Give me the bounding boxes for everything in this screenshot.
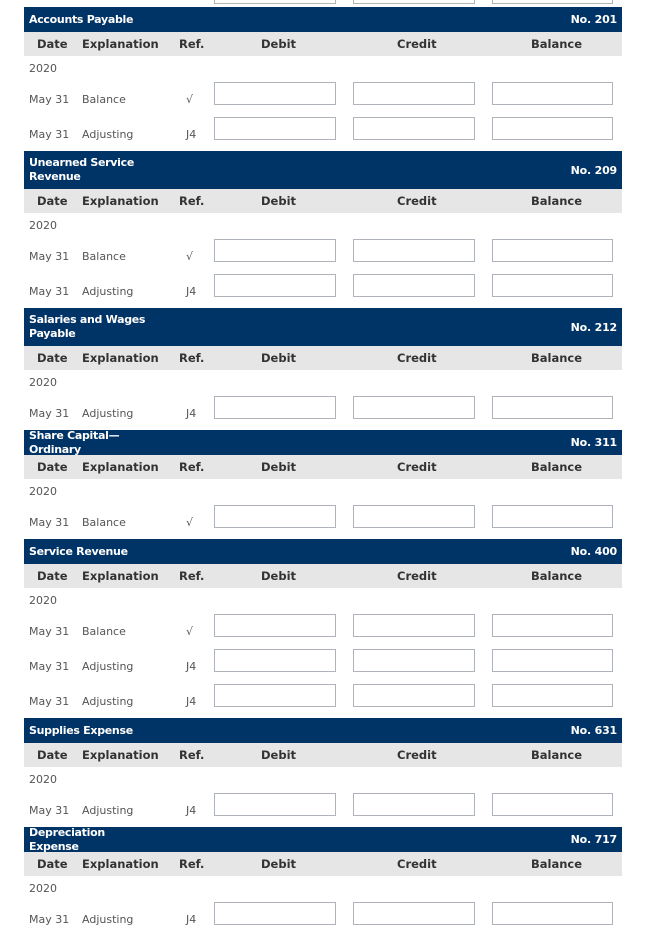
- column-header-row: [24, 346, 622, 370]
- column-header-credit: Credit: [397, 748, 437, 762]
- ledger-entry-row: [24, 116, 622, 151]
- credit-input[interactable]: [353, 684, 475, 707]
- account-name: Depreciation Expense: [29, 825, 105, 853]
- entry-ref: J4: [186, 128, 197, 141]
- column-header-balance: Balance: [531, 460, 583, 474]
- balance-input[interactable]: [492, 274, 613, 297]
- account-name: Salaries and Wages Payable: [29, 313, 146, 340]
- entry-ref: √: [186, 250, 194, 263]
- debit-input[interactable]: [214, 396, 336, 419]
- account-header: [24, 151, 622, 189]
- previous-row-stub: [24, 0, 622, 7]
- column-header-date: Date: [37, 460, 68, 474]
- entry-date: May 31: [29, 695, 70, 708]
- column-header-ref: Ref.: [179, 194, 205, 208]
- column-header-row: [24, 743, 622, 767]
- account-header: [24, 7, 622, 32]
- year-label: 2020: [29, 882, 57, 895]
- credit-input[interactable]: [353, 614, 475, 637]
- account-number: No. 717: [570, 833, 617, 846]
- entry-explanation: Adjusting: [82, 913, 134, 926]
- credit-input[interactable]: [353, 117, 475, 140]
- entry-date: May 31: [29, 804, 70, 817]
- credit-input[interactable]: [353, 396, 475, 419]
- entry-explanation: Adjusting: [82, 695, 134, 708]
- debit-input[interactable]: [214, 505, 336, 528]
- column-header-date: Date: [37, 351, 68, 365]
- account-name: Supplies Expense: [29, 723, 133, 737]
- account-header: [24, 430, 622, 455]
- column-header-row: [24, 189, 622, 213]
- entry-explanation: Balance: [82, 516, 126, 529]
- account-name: Service Revenue: [29, 544, 128, 558]
- column-header-date: Date: [37, 37, 68, 51]
- entry-date: May 31: [29, 516, 70, 529]
- entry-ref: J4: [186, 804, 197, 817]
- balance-input[interactable]: [492, 684, 613, 707]
- column-header-debit: Debit: [261, 460, 297, 474]
- account-header: [24, 308, 622, 346]
- column-header-balance: Balance: [531, 351, 583, 365]
- entry-explanation: Balance: [82, 250, 126, 263]
- column-header-debit: Debit: [261, 351, 297, 365]
- ledger-entry-row: [24, 395, 622, 430]
- account-header: [24, 539, 622, 564]
- account-number: No. 209: [570, 163, 617, 177]
- account-name: Unearned Service Revenue: [29, 156, 134, 183]
- credit-input[interactable]: [353, 649, 475, 672]
- year-label: 2020: [29, 594, 57, 607]
- year-label: 2020: [29, 376, 57, 389]
- column-header-row: [24, 852, 622, 876]
- credit-input[interactable]: [353, 274, 475, 297]
- year-row: [24, 876, 622, 901]
- column-header-credit: Credit: [397, 351, 437, 365]
- debit-input[interactable]: [214, 649, 336, 672]
- column-header-explanation: Explanation: [82, 748, 159, 762]
- column-header-balance: Balance: [531, 857, 583, 871]
- account-number: No. 201: [570, 13, 617, 26]
- account-number: No. 400: [570, 545, 617, 558]
- entry-ref: √: [186, 516, 194, 529]
- ledger-entry-row: [24, 81, 622, 116]
- column-header-credit: Credit: [397, 194, 437, 208]
- entry-ref: J4: [186, 285, 197, 298]
- ledger-entry-row: [24, 901, 622, 936]
- debit-input[interactable]: [214, 614, 336, 637]
- column-header-credit: Credit: [397, 569, 437, 583]
- column-header-debit: Debit: [261, 569, 297, 583]
- ledger-entry-row: [24, 683, 622, 718]
- year-row: [24, 767, 622, 792]
- ledger-entry-row: [24, 504, 622, 539]
- balance-input[interactable]: [492, 239, 613, 262]
- year-row: [24, 370, 622, 395]
- balance-input[interactable]: [492, 649, 613, 672]
- balance-input[interactable]: [492, 82, 613, 105]
- column-header-balance: Balance: [531, 194, 583, 208]
- column-header-explanation: Explanation: [82, 460, 159, 474]
- column-header-row: [24, 32, 622, 56]
- year-label: 2020: [29, 219, 57, 232]
- column-header-explanation: Explanation: [82, 194, 159, 208]
- entry-explanation: Adjusting: [82, 660, 134, 673]
- account-number: No. 212: [570, 320, 617, 334]
- year-row: [24, 479, 622, 504]
- account-accounts-payable: [24, 7, 622, 151]
- credit-input[interactable]: [353, 505, 475, 528]
- entry-date: May 31: [29, 285, 70, 298]
- ledger-entry-row: [24, 648, 622, 683]
- column-header-debit: Debit: [261, 37, 297, 51]
- entry-date: May 31: [29, 250, 70, 263]
- column-header-ref: Ref.: [179, 351, 205, 365]
- entry-ref: √: [186, 93, 194, 106]
- entry-explanation: Adjusting: [82, 407, 134, 420]
- account-header: [24, 827, 622, 852]
- credit-input[interactable]: [353, 239, 475, 262]
- account-number: No. 311: [570, 436, 617, 449]
- year-label: 2020: [29, 62, 57, 75]
- account-unearned-service-revenue: [24, 151, 622, 308]
- account-depreciation-expense: [24, 827, 622, 936]
- column-header-debit: Debit: [261, 748, 297, 762]
- debit-input[interactable]: [214, 684, 336, 707]
- debit-input[interactable]: [214, 82, 336, 105]
- entry-date: May 31: [29, 660, 70, 673]
- entry-explanation: Balance: [82, 625, 126, 638]
- column-header-ref: Ref.: [179, 569, 205, 583]
- year-row: [24, 588, 622, 613]
- entry-date: May 31: [29, 407, 70, 420]
- ledger-entry-row: [24, 273, 622, 308]
- account-service-revenue: [24, 539, 622, 718]
- account-share-capital-ordinary: [24, 430, 622, 539]
- entry-explanation: Balance: [82, 93, 126, 106]
- entry-explanation: Adjusting: [82, 804, 134, 817]
- balance-input[interactable]: [492, 396, 613, 419]
- column-header-credit: Credit: [397, 857, 437, 871]
- entry-explanation: Adjusting: [82, 128, 134, 141]
- debit-input[interactable]: [214, 239, 336, 262]
- column-header-debit: Debit: [261, 194, 297, 208]
- account-name: Share Capital—Ordinary: [29, 428, 120, 456]
- debit-input[interactable]: [214, 117, 336, 140]
- ledger-entry-row: [24, 613, 622, 648]
- column-header-balance: Balance: [531, 569, 583, 583]
- column-header-ref: Ref.: [179, 748, 205, 762]
- column-header-row: [24, 564, 622, 588]
- entry-ref: J4: [186, 913, 197, 926]
- balance-input[interactable]: [492, 793, 613, 816]
- column-header-ref: Ref.: [179, 37, 205, 51]
- column-header-credit: Credit: [397, 37, 437, 51]
- account-salaries-and-wages-payable: [24, 308, 622, 430]
- balance-input[interactable]: [492, 505, 613, 528]
- column-header-balance: Balance: [531, 748, 583, 762]
- entry-ref: √: [186, 625, 194, 638]
- balance-input[interactable]: [492, 117, 613, 140]
- year-row: [24, 213, 622, 238]
- balance-input[interactable]: [492, 614, 613, 637]
- debit-input[interactable]: [214, 274, 336, 297]
- account-name: Accounts Payable: [29, 12, 134, 26]
- credit-input[interactable]: [353, 793, 475, 816]
- column-header-row: [24, 455, 622, 479]
- column-header-explanation: Explanation: [82, 857, 159, 871]
- account-number: No. 631: [570, 724, 617, 737]
- column-header-explanation: Explanation: [82, 37, 159, 51]
- entry-date: May 31: [29, 93, 70, 106]
- ledger-entry-row: [24, 238, 622, 273]
- ledger-accounts: [24, 0, 622, 936]
- column-header-explanation: Explanation: [82, 569, 159, 583]
- column-header-date: Date: [37, 748, 68, 762]
- column-header-date: Date: [37, 194, 68, 208]
- balance-input-stub[interactable]: [492, 0, 613, 4]
- year-row: [24, 56, 622, 81]
- entry-ref: J4: [186, 660, 197, 673]
- year-label: 2020: [29, 773, 57, 786]
- debit-input[interactable]: [214, 793, 336, 816]
- column-header-debit: Debit: [261, 857, 297, 871]
- column-header-ref: Ref.: [179, 857, 205, 871]
- debit-input-stub[interactable]: [214, 0, 336, 4]
- entry-date: May 31: [29, 128, 70, 141]
- column-header-date: Date: [37, 569, 68, 583]
- entry-date: May 31: [29, 913, 70, 926]
- entry-ref: J4: [186, 695, 197, 708]
- entry-ref: J4: [186, 407, 197, 420]
- ledger-entry-row: [24, 792, 622, 827]
- column-header-ref: Ref.: [179, 460, 205, 474]
- column-header-explanation: Explanation: [82, 351, 159, 365]
- year-label: 2020: [29, 485, 57, 498]
- entry-date: May 31: [29, 625, 70, 638]
- account-header: [24, 718, 622, 743]
- column-header-date: Date: [37, 857, 68, 871]
- credit-input-stub[interactable]: [353, 0, 475, 4]
- column-header-balance: Balance: [531, 37, 583, 51]
- column-header-credit: Credit: [397, 460, 437, 474]
- account-supplies-expense: [24, 718, 622, 827]
- entry-explanation: Adjusting: [82, 285, 134, 298]
- credit-input[interactable]: [353, 82, 475, 105]
